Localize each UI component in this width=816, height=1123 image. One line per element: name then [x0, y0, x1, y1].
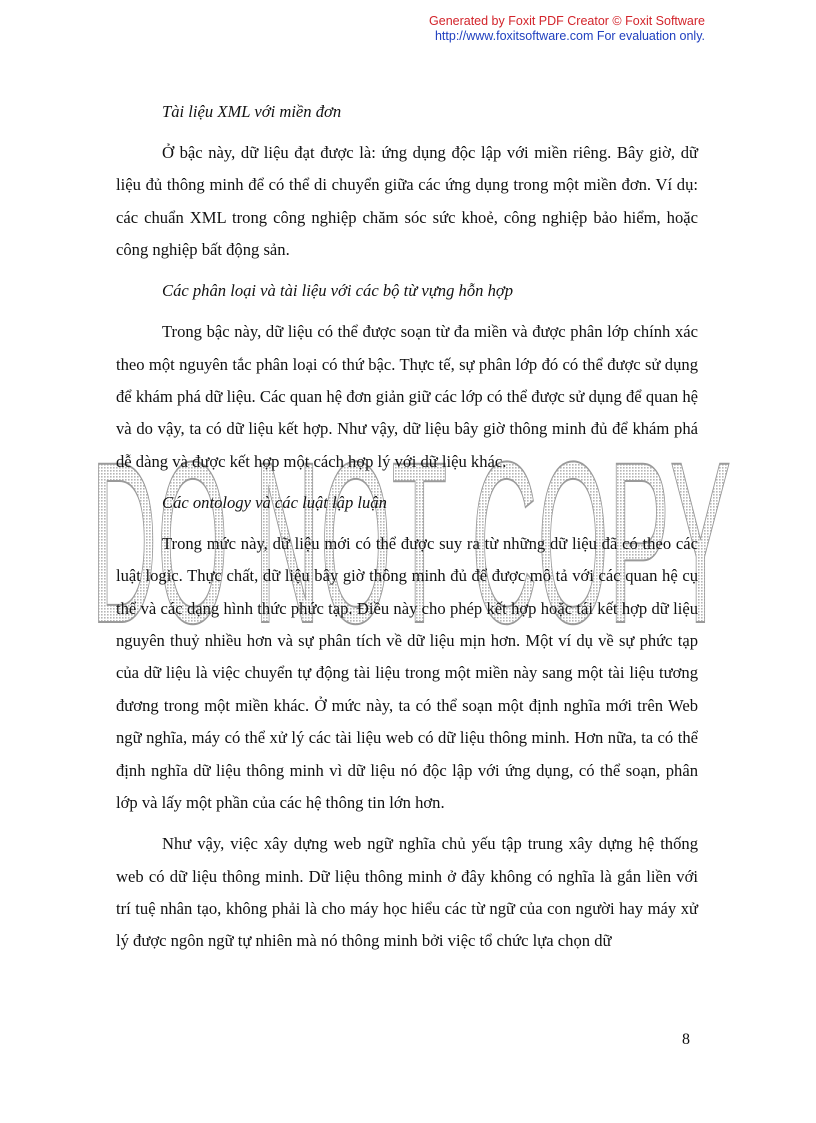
section-heading-taxonomies: Các phân loại và tài liệu với các bộ từ vựng hỗn hợp — [162, 281, 514, 301]
page-number: 8 — [682, 1031, 690, 1048]
foxit-url-notice: http://www.foxitsoftware.com For evaluation only. — [434, 29, 705, 43]
foxit-generated-notice: Generated by Foxit PDF Creator © Foxit Software — [429, 14, 705, 28]
paragraph-xml-single-domain: Ở bậc này, dữ liệu đạt được là: ứng dụng độc lập với miền riêng. Bây giờ, dữ liệu đủ thông minh để có thể di chuyển giữa các ứng dụng trong một miền đơn. Ví dụ: các chuẩn XML trong công nghiệp chăm sóc sức khoẻ, công nghiệp bảo hiểm, hoặc công nghiệp bất động sản. — [116, 143, 698, 260]
watermark-text: DO NOT COPY — [91, 440, 731, 635]
paragraph-summary: Như vậy, việc xây dựng web ngữ nghĩa chủ yếu tập trung xây dựng hệ thống web có dữ liệu thông minh. Dữ liệu thông minh ở đây không có nghĩa là gắn liền với trí tuệ nhân tạo, không phải là cho máy học hiểu các từ ngữ của con người hay máy xử lý được ngôn ngữ tự nhiên mà nó thông minh bởi việc tổ chức lựa chọn dữ — [116, 834, 698, 951]
paragraph-taxonomies: Trong bậc này, dữ liệu có thể được soạn từ đa miền và được phân lớp chính xác theo một nguyên tắc phân loại có thứ bậc. Thực tế, sự phân lớp đó có thể được sử dụng để khám phá dữ liệu. Các quan hệ đơn giản giữ các lớp có thể được sử dụng để quan hệ và do vậy, ta có dữ liệu kết hợp. Như vậy, dữ liệu bây giờ thông minh đủ để khám phá dễ dàng và được kết hợp một cách hợp lý với dữ liệu khác. — [116, 322, 698, 471]
paragraph-ontologies: Trong mức này, dữ liệu mới có thể được suy ra từ những dữ liệu đã có theo các luật logic. Thực chất, dữ liệu bây giờ thông minh đủ để được mô tả với các quan hệ cụ thể và các dạng hình thức phức tạp. Điều này cho phép kết hợp hoặc tái kết hợp dữ liệu nguyên thuỷ nhiều hơn và sự phân tích về dữ liệu mịn hơn. Một ví dụ về sự phức tạp của dữ liệu là việc chuyển tự động tài liệu trong một miền này sang một tài liệu tương đương trong một miền khác. Ở mức này, ta có thể soạn một định nghĩa mới trên Web ngữ nghĩa, máy có thể xử lý các tài liệu web có dữ liệu thông minh. Hơn nữa, ta có thể định nghĩa dữ liệu thông minh vì dữ liệu nó độc lập với ứng dụng, có thể soạn, phân lớp và lấy một phần của các hệ thông tin lớn hơn. — [116, 533, 698, 813]
foxit-header — [305, 14, 705, 44]
document-body — [116, 96, 698, 966]
section-heading-xml-single-domain: Tài liệu XML với miền đơn — [162, 102, 342, 121]
section-heading-ontologies: Các ontology và các luật lập luận — [162, 492, 387, 512]
